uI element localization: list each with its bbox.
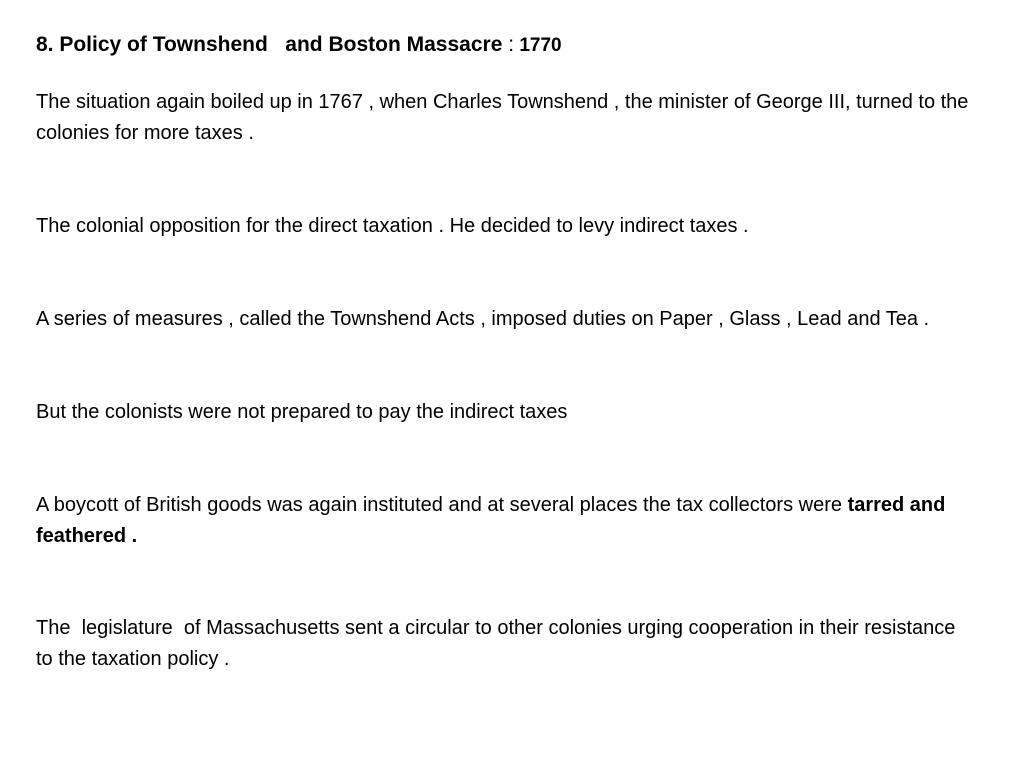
slide-title: [36, 30, 976, 61]
slide-content: [36, 30, 976, 675]
title-separator: :: [508, 33, 515, 56]
title-date: 1770: [514, 35, 562, 56]
paragraph-boycott: [36, 490, 976, 552]
boycott-bold-text: tarred and feathered .: [36, 494, 951, 547]
paragraph-townshend-acts: A series of measures , called the Townshend Acts , imposed duties on Paper , Glass , Lead and Tea .: [36, 308, 930, 330]
paragraph-massachusetts-circular: The legislature of Massachusetts sent a circular to other colonies urging cooperation in their resistance to the taxation policy .: [36, 617, 961, 670]
paragraph-townshend-taxes: The situation again boiled up in 1767 , when Charles Townshend , the minister of George III, turned to the colonies for more taxes .: [36, 91, 974, 144]
paragraph-colonial-opposition: The colonial opposition for the direct taxation . He decided to levy indirect taxes .: [36, 215, 749, 237]
paragraph-colonists-refusal: But the colonists were not prepared to pay the indirect taxes: [36, 401, 568, 423]
title-main: 8. Policy of Townshend and Boston Massacre: [36, 33, 509, 56]
boycott-text: A boycott of British goods was again instituted and at several places the tax collectors were: [36, 494, 848, 516]
